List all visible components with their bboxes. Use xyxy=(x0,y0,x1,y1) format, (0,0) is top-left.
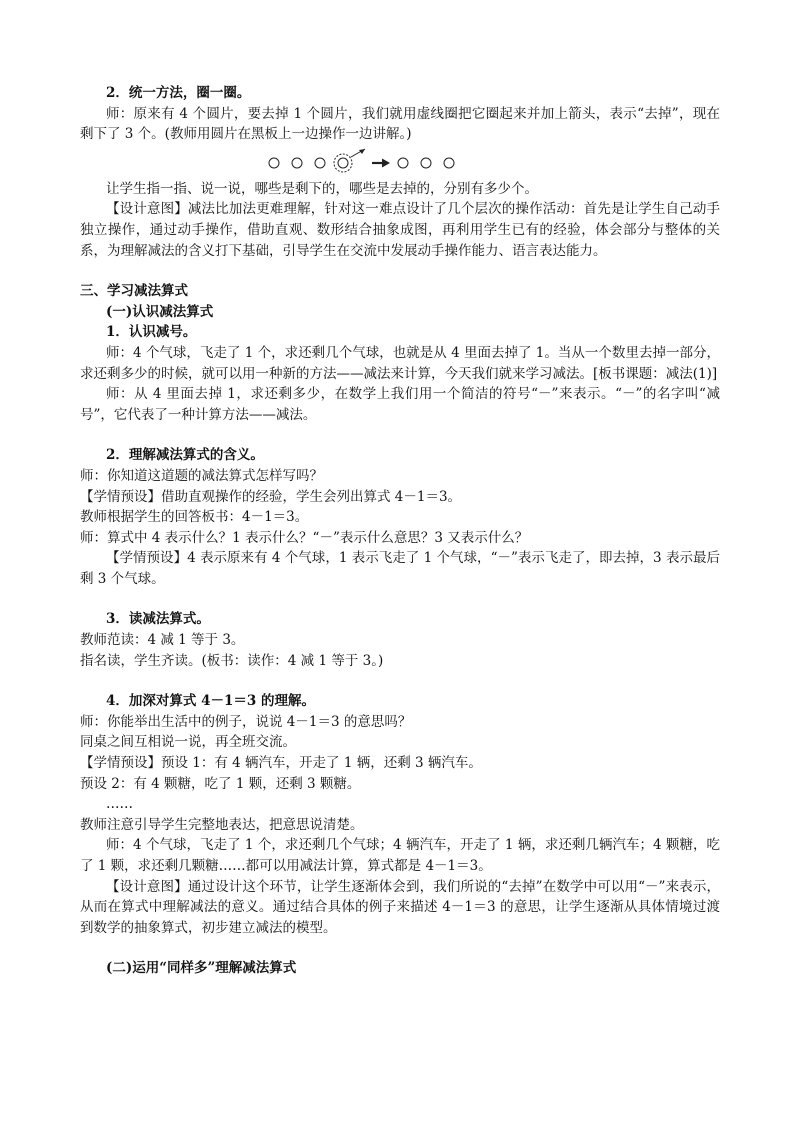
paragraph: 师：从 4 里面去掉 1，求还剩多少，在数学上我们用一个简洁的符号“－”来表示。“－”的名字叫“减号”，它代表了一种计算方法——减法。 xyxy=(80,386,720,423)
paragraph: 师：原来有 4 个圆片，要去掉 1 个圆片，我们就用虚线圈把它圈起来并加上箭头，表示“去掉”，现在剩下了 3 个。(教师用圆片在黑板上一边操作一边讲解。) xyxy=(80,105,720,143)
item-heading-1: 1．认识减号。 xyxy=(106,324,197,341)
circle-diagram xyxy=(80,145,720,179)
paragraph: 师：4 个气球，飞走了 1 个，求还剩几个气球；4 辆汽车，开走了 1 辆，求还剩几辆汽车；4 颗糖，吃了 1 颗，求还剩几颗糖……都可以用减法计算，算式都是 4－1＝3。 xyxy=(80,837,720,874)
paragraph: 师：4 个气球，飞走了 1 个，求还剩几个气球，也就是从 4 里面去掉了 1。当从一个数里去掉一部分，求还剩多少的时候，就可以用一种新的方法——减法来计算，今天我们就来学习减法。[板书课题：减法(1)] xyxy=(80,344,720,382)
part-heading-3: 三、学习减法算式 xyxy=(80,283,188,300)
dashed-removal-ring xyxy=(334,154,352,172)
circle-remaining xyxy=(292,158,302,168)
paragraph: 预设 2：有 4 颗糖，吃了 1 颗，还剩 3 颗糖。 xyxy=(80,775,361,792)
paragraph: 同桌之间互相说一说，再全班交流。 xyxy=(80,734,296,751)
item-heading-4: 4．加深对算式 4－1＝3 的理解。 xyxy=(106,693,315,710)
circle-result xyxy=(421,158,431,168)
subsection-heading-2: (二)运用“同样多”理解减法算式 xyxy=(106,960,297,977)
design-intent-paragraph: 【设计意图】减法比加法更难理解，针对这一难点设计了几个层次的操作活动：首先是让学生自己动手独立操作，通过动手操作，借助直观、数形结合抽象成图，再利用学生已有的经验，体会部分与整体的关系，为理解减法的含义打下基础，引导学生在交流中发展动手操作能力、语言表达能力。 xyxy=(80,201,720,259)
paragraph: 师：算式中 4 表示什么？1 表示什么？“－”表示什么意思？3 又表示什么？ xyxy=(80,529,529,546)
paragraph: 师：你知道这道题的减法算式怎样写吗？ xyxy=(80,467,323,484)
paragraph: 师：你能举出生活中的例子，说说 4－1＝3 的意思吗？ xyxy=(80,713,412,730)
paragraph: 【学情预设】预设 1：有 4 辆汽车，开走了 1 辆，还剩 3 辆汽车。 xyxy=(80,755,482,772)
item-heading-2: 2．理解减法算式的含义。 xyxy=(106,447,264,464)
circle-remaining xyxy=(269,158,279,168)
paragraph: 教师范读：4 减 1 等于 3。 xyxy=(80,632,245,649)
item-heading-3: 3．读减法算式。 xyxy=(106,611,210,628)
section-heading-2: 2．统一方法，圈一圈。 xyxy=(106,85,251,101)
circle-remaining xyxy=(315,158,325,168)
circle-result xyxy=(444,158,454,168)
paragraph: 教师根据学生的回答板书：4－1＝3。 xyxy=(80,509,309,526)
paragraph: 指名读，学生齐读。(板书：读作：4 减 1 等于 3。) xyxy=(80,652,384,669)
circle-diagram-svg xyxy=(266,147,546,177)
ellipsis: …… xyxy=(106,796,133,813)
paragraph: 【学情预设】4 表示原来有 4 个气球，1 表示飞走了 1 个气球，“－”表示飞走了，即去掉，3 表示最后剩 3 个气球。 xyxy=(80,550,720,587)
arrow-right-icon-head xyxy=(382,158,390,167)
document-body xyxy=(80,83,720,979)
circle-result xyxy=(398,158,408,168)
paragraph: 让学生指一指、说一说，哪些是剩下的，哪些是去掉的，分别有多少个。 xyxy=(106,180,538,197)
paragraph: 教师注意引导学生完整地表达，把意思说清楚。 xyxy=(80,816,364,833)
design-intent-paragraph: 【设计意图】通过设计这个环节，让学生逐渐体会到，我们所说的“去掉”在数学中可以用“－”来表示，从而在算式中理解减法的意义。通过结合具体的例子来描述 4－1＝3 的意思，让学生逐渐从具体情境过渡到数学的抽象算式，初步建立减法的模型。 xyxy=(80,878,720,936)
subsection-heading-1: (一)认识减法算式 xyxy=(106,303,214,320)
circle-removed xyxy=(338,158,348,168)
paragraph: 【学情预设】借助直观操作的经验，学生会列出算式 4－1＝3。 xyxy=(80,488,462,505)
